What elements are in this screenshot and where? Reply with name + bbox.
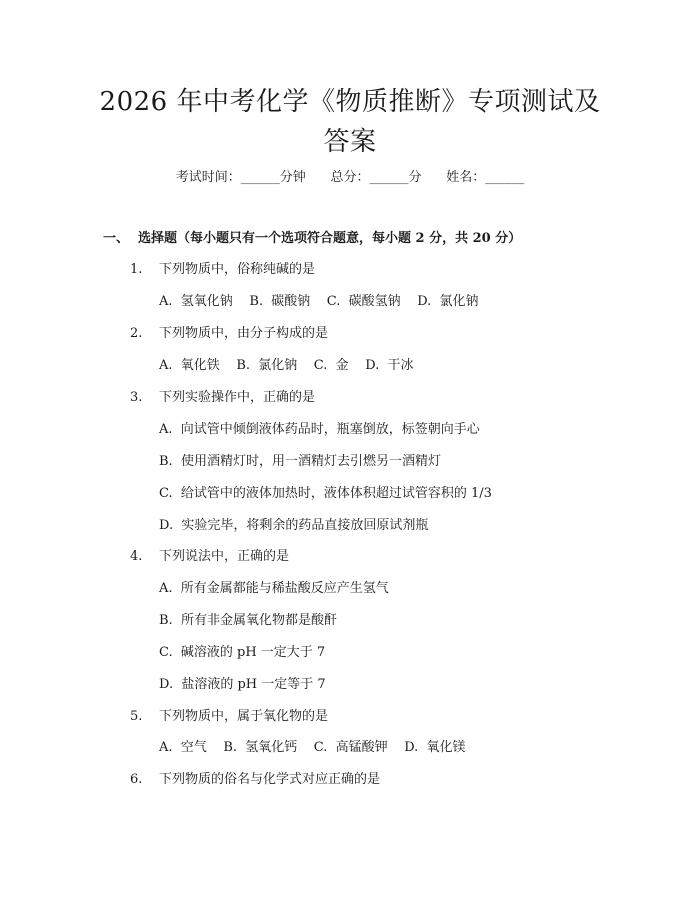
question-3-option-b: B. 使用酒精灯时，用一酒精灯去引燃另一酒精灯 bbox=[159, 454, 441, 469]
question-number: 1. bbox=[130, 262, 143, 277]
question-3-option-c: C. 给试管中的液体加热时，液体体积超过试管容积的 1/3 bbox=[159, 486, 492, 501]
question-2 bbox=[130, 324, 328, 344]
section-heading bbox=[103, 229, 521, 249]
question-text: 下列物质中，由分子构成的是 bbox=[159, 326, 329, 341]
question-6 bbox=[130, 770, 380, 790]
question-4 bbox=[130, 547, 289, 567]
question-4-option-d: D. 盐溶液的 pH 一定等于 7 bbox=[159, 677, 326, 692]
question-1 bbox=[130, 260, 315, 280]
question-2-options: A. 氧化铁 B. 氯化钠 C. 金 D. 干冰 bbox=[159, 358, 414, 373]
question-number: 2. bbox=[130, 326, 143, 341]
question-text: 下列物质的俗名与化学式对应正确的是 bbox=[159, 772, 381, 787]
section-number: 一、 bbox=[103, 231, 130, 246]
question-3-option-a: A. 向试管中倾倒液体药品时，瓶塞倒放，标签朝向手心 bbox=[159, 422, 480, 437]
exam-info-line: 考试时间：______分钟 总分：______分 姓名：______ bbox=[175, 170, 525, 185]
question-number: 6. bbox=[130, 772, 143, 787]
question-text: 下列实验操作中，正确的是 bbox=[159, 390, 316, 405]
question-text: 下列物质中，俗称纯碱的是 bbox=[159, 262, 316, 277]
question-3 bbox=[130, 388, 315, 408]
question-number: 3. bbox=[130, 390, 143, 405]
page-title: 2026 年中考化学《物质推断》专项测试及答案 bbox=[99, 87, 601, 157]
question-4-option-a: A. 所有金属都能与稀盐酸反应产生氢气 bbox=[159, 581, 389, 596]
question-5 bbox=[130, 707, 328, 727]
question-number: 4. bbox=[130, 549, 143, 564]
question-number: 5. bbox=[130, 709, 143, 724]
question-text: 下列说法中，正确的是 bbox=[159, 549, 290, 564]
question-text: 下列物质中，属于氧化物的是 bbox=[159, 709, 329, 724]
section-text: 选择题（每小题只有一个选项符合题意，每小题 2 分，共 20 分） bbox=[138, 231, 522, 246]
question-4-option-c: C. 碱溶液的 pH 一定大于 7 bbox=[159, 645, 326, 660]
question-5-options: A. 空气 B. 氢氧化钙 C. 高锰酸钾 D. 氧化镁 bbox=[159, 740, 466, 755]
question-3-option-d: D. 实验完毕，将剩余的药品直接放回原试剂瓶 bbox=[159, 518, 429, 533]
question-1-options: A. 氢氧化钠 B. 碳酸钠 C. 碳酸氢钠 D. 氯化钠 bbox=[159, 294, 479, 309]
question-4-option-b: B. 所有非金属氧化物都是酸酐 bbox=[159, 613, 337, 628]
